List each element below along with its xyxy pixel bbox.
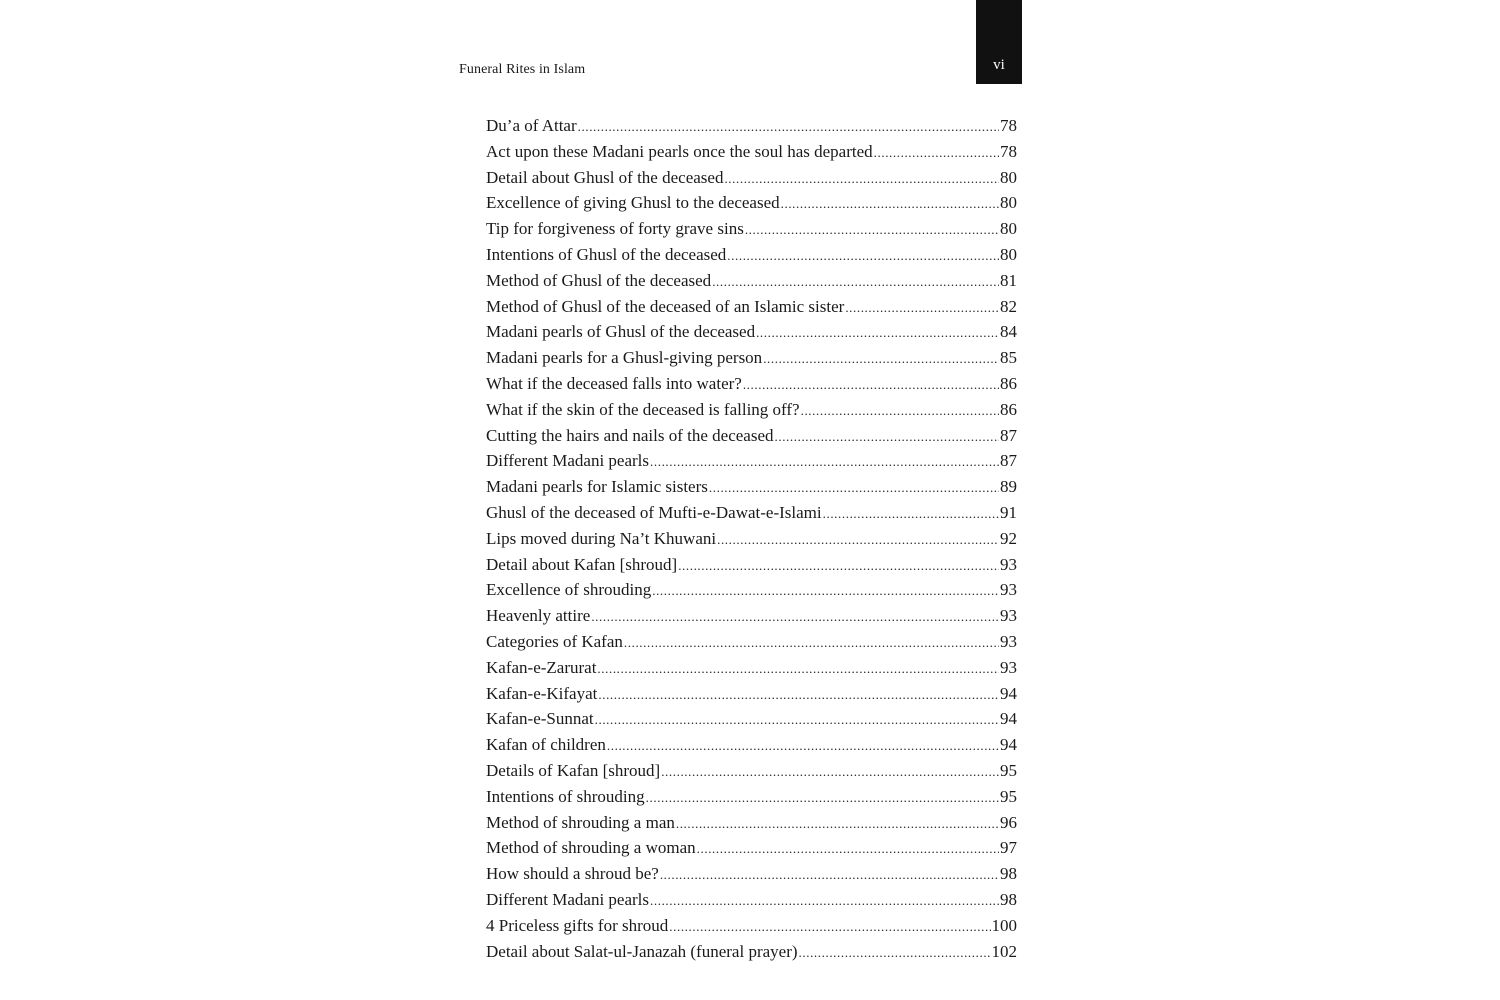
toc-entry[interactable] — [486, 732, 1017, 758]
toc-entry-title: Excellence of shrouding — [486, 580, 652, 600]
toc-dot-leader — [607, 732, 999, 759]
toc-dot-leader — [660, 861, 999, 888]
toc-dot-leader — [624, 629, 999, 656]
toc-entry-page: 95 — [1000, 786, 1017, 806]
toc-entry-page: 93 — [1000, 606, 1017, 626]
toc-entry-page: 102 — [991, 941, 1017, 961]
toc-entry[interactable] — [486, 577, 1017, 603]
toc-entry[interactable] — [486, 758, 1017, 784]
toc-entry-title: Du’a of Attar — [486, 116, 577, 135]
toc-dot-leader — [669, 913, 990, 940]
toc-entry[interactable] — [486, 603, 1017, 629]
toc-entry-page: 85 — [1000, 348, 1017, 368]
toc-entry-page: 93 — [1000, 657, 1017, 677]
toc-entry-title: Detail about Kafan [shroud] — [486, 554, 678, 574]
toc-entry-page: 78 — [1000, 141, 1017, 161]
toc-entry[interactable] — [486, 552, 1017, 578]
toc-dot-leader — [598, 681, 999, 708]
toc-dot-leader — [712, 268, 999, 295]
toc-entry-title: Intentions of Ghusl of the deceased — [486, 244, 727, 264]
toc-dot-leader — [591, 603, 999, 630]
toc-entry-title: Madani pearls for Islamic sisters — [486, 477, 708, 497]
toc-entry-title: Method of shrouding a woman — [486, 838, 696, 858]
toc-entry-page: 80 — [1000, 167, 1017, 187]
toc-entry-page: 93 — [1000, 554, 1017, 574]
toc-entry-title: Kafan-e-Sunnat — [486, 709, 594, 729]
toc-entry-title: Excellence of giving Ghusl to the deceased — [486, 193, 780, 213]
toc-entry-page: 82 — [1000, 296, 1017, 316]
toc-entry-title: 4 Priceless gifts for shroud — [486, 915, 669, 935]
toc-dot-leader — [678, 552, 999, 579]
toc-entry-page: 93 — [1000, 580, 1017, 600]
toc-dot-leader — [781, 190, 999, 217]
toc-entry[interactable] — [486, 319, 1017, 345]
toc-entry-title: Categories of Kafan — [486, 631, 623, 651]
toc-entry-page: 94 — [1000, 683, 1017, 703]
toc-dot-leader — [727, 242, 999, 269]
toc-dot-leader — [650, 887, 999, 914]
toc-entry-page: 96 — [1000, 812, 1017, 832]
toc-entry-page: 91 — [1000, 502, 1017, 522]
toc-entry-page: 89 — [1000, 477, 1017, 497]
toc-entry-title: Details of Kafan [shroud] — [486, 760, 661, 780]
toc-entry-title: Act upon these Madani pearls once the soul has departed — [486, 141, 873, 161]
toc-entry[interactable] — [486, 681, 1017, 707]
toc-entry[interactable] — [486, 784, 1017, 810]
toc-entry-title: Intentions of shrouding — [486, 786, 645, 806]
toc-dot-leader — [745, 216, 999, 243]
toc-dot-leader — [595, 706, 999, 733]
toc-entry-title: Different Madani pearls — [486, 451, 650, 471]
toc-entry-page: 86 — [1000, 399, 1017, 419]
toc-entry-page: 80 — [1000, 219, 1017, 239]
toc-entry-page: 100 — [991, 915, 1017, 935]
toc-dot-leader — [709, 474, 999, 501]
toc-entry-title: Kafan-e-Zarurat — [486, 657, 597, 677]
toc-entry[interactable] — [486, 139, 1017, 165]
page-number-tab — [976, 0, 1022, 84]
toc-entry[interactable] — [486, 629, 1017, 655]
toc-entry-title: Cutting the hairs and nails of the deceased — [486, 425, 774, 445]
toc-entry[interactable] — [486, 423, 1017, 449]
toc-entry[interactable] — [486, 448, 1017, 474]
toc-entry[interactable] — [486, 397, 1017, 423]
toc-entry-title: Method of shrouding a man — [486, 812, 675, 832]
toc-dot-leader — [578, 113, 999, 140]
toc-entry-page: 87 — [1000, 451, 1017, 471]
toc-entry[interactable] — [486, 113, 1017, 139]
toc-dot-leader — [801, 397, 999, 424]
toc-entry[interactable] — [486, 216, 1017, 242]
toc-entry-title: Detail about Ghusl of the deceased — [486, 167, 724, 187]
toc-entry-title: Kafan of children — [486, 735, 606, 755]
toc-entry-title: Lips moved during Na’t Khuwani — [486, 528, 717, 548]
toc-dot-leader — [724, 165, 999, 192]
toc-dot-leader — [717, 526, 999, 553]
toc-entry-page: 97 — [1000, 838, 1017, 858]
toc-entry[interactable] — [486, 939, 1017, 965]
toc-entry-page: 81 — [1000, 270, 1017, 290]
toc-dot-leader — [763, 345, 999, 372]
toc-dot-leader — [697, 835, 999, 862]
page-number: vi — [993, 57, 1005, 73]
toc-entry-page: 80 — [1000, 244, 1017, 264]
toc-dot-leader — [743, 371, 999, 398]
toc-entry[interactable] — [486, 835, 1017, 861]
toc-entry[interactable] — [486, 861, 1017, 887]
toc-entry[interactable] — [486, 655, 1017, 681]
toc-dot-leader — [799, 939, 991, 966]
toc-dot-leader — [823, 500, 999, 527]
toc-entry-page: 94 — [1000, 709, 1017, 729]
toc-entry-page: 80 — [1000, 193, 1017, 213]
toc-dot-leader — [676, 810, 999, 837]
toc-entry-page: 94 — [1000, 735, 1017, 755]
toc-entry-page: 98 — [1000, 889, 1017, 909]
toc-entry-title: Different Madani pearls — [486, 889, 650, 909]
toc-entry-title: What if the skin of the deceased is falling off? — [486, 399, 800, 419]
running-header-title: Funeral Rites in Islam — [459, 62, 586, 77]
toc-entry[interactable] — [486, 887, 1017, 913]
toc-dot-leader — [845, 294, 999, 321]
toc-entry-page: 78 — [1000, 116, 1017, 135]
toc-dot-leader — [650, 448, 999, 475]
toc-entry-title: How should a shroud be? — [486, 864, 659, 884]
toc-entry-title: Method of Ghusl of the deceased — [486, 270, 712, 290]
toc-entry-page: 93 — [1000, 631, 1017, 651]
toc-entry-title: Madani pearls for a Ghusl-giving person — [486, 348, 763, 368]
toc-entry[interactable] — [486, 913, 1017, 939]
toc-entry-title: Tip for forgiveness of forty grave sins — [486, 219, 744, 239]
toc-entry[interactable] — [486, 294, 1017, 320]
toc-entry[interactable] — [486, 242, 1017, 268]
toc-entry[interactable] — [486, 500, 1017, 526]
toc-dot-leader — [646, 784, 999, 811]
toc-dot-leader — [775, 423, 1000, 450]
toc-entry[interactable] — [486, 706, 1017, 732]
toc-entry-page: 92 — [1000, 528, 1017, 548]
toc-entry[interactable] — [486, 526, 1017, 552]
toc-entry[interactable] — [486, 474, 1017, 500]
toc-entry[interactable] — [486, 810, 1017, 836]
toc-entry[interactable] — [486, 345, 1017, 371]
toc-entry-title: Heavenly attire — [486, 606, 591, 626]
toc-dot-leader — [874, 139, 999, 166]
table-of-contents — [486, 113, 1017, 964]
toc-entry-title: Method of Ghusl of the deceased of an Islamic sister — [486, 296, 845, 316]
toc-entry-page: 87 — [1000, 425, 1017, 445]
toc-entry-title: Kafan-e-Kifayat — [486, 683, 598, 703]
toc-entry-page: 86 — [1000, 373, 1017, 393]
toc-dot-leader — [661, 758, 999, 785]
toc-entry[interactable] — [486, 190, 1017, 216]
toc-entry-page: 84 — [1000, 322, 1017, 342]
toc-entry-page: 95 — [1000, 760, 1017, 780]
toc-entry[interactable] — [486, 268, 1017, 294]
toc-dot-leader — [652, 577, 999, 604]
toc-entry-title: Ghusl of the deceased of Mufti-e-Dawat-e-Islami — [486, 502, 822, 522]
toc-entry-page: 98 — [1000, 864, 1017, 884]
toc-entry-title: Madani pearls of Ghusl of the deceased — [486, 322, 756, 342]
toc-dot-leader — [597, 655, 999, 682]
toc-entry-title: Detail about Salat-ul-Janazah (funeral prayer) — [486, 941, 798, 961]
toc-entry[interactable] — [486, 371, 1017, 397]
toc-dot-leader — [756, 319, 999, 346]
toc-entry-title: What if the deceased falls into water? — [486, 373, 742, 393]
toc-entry[interactable] — [486, 165, 1017, 191]
